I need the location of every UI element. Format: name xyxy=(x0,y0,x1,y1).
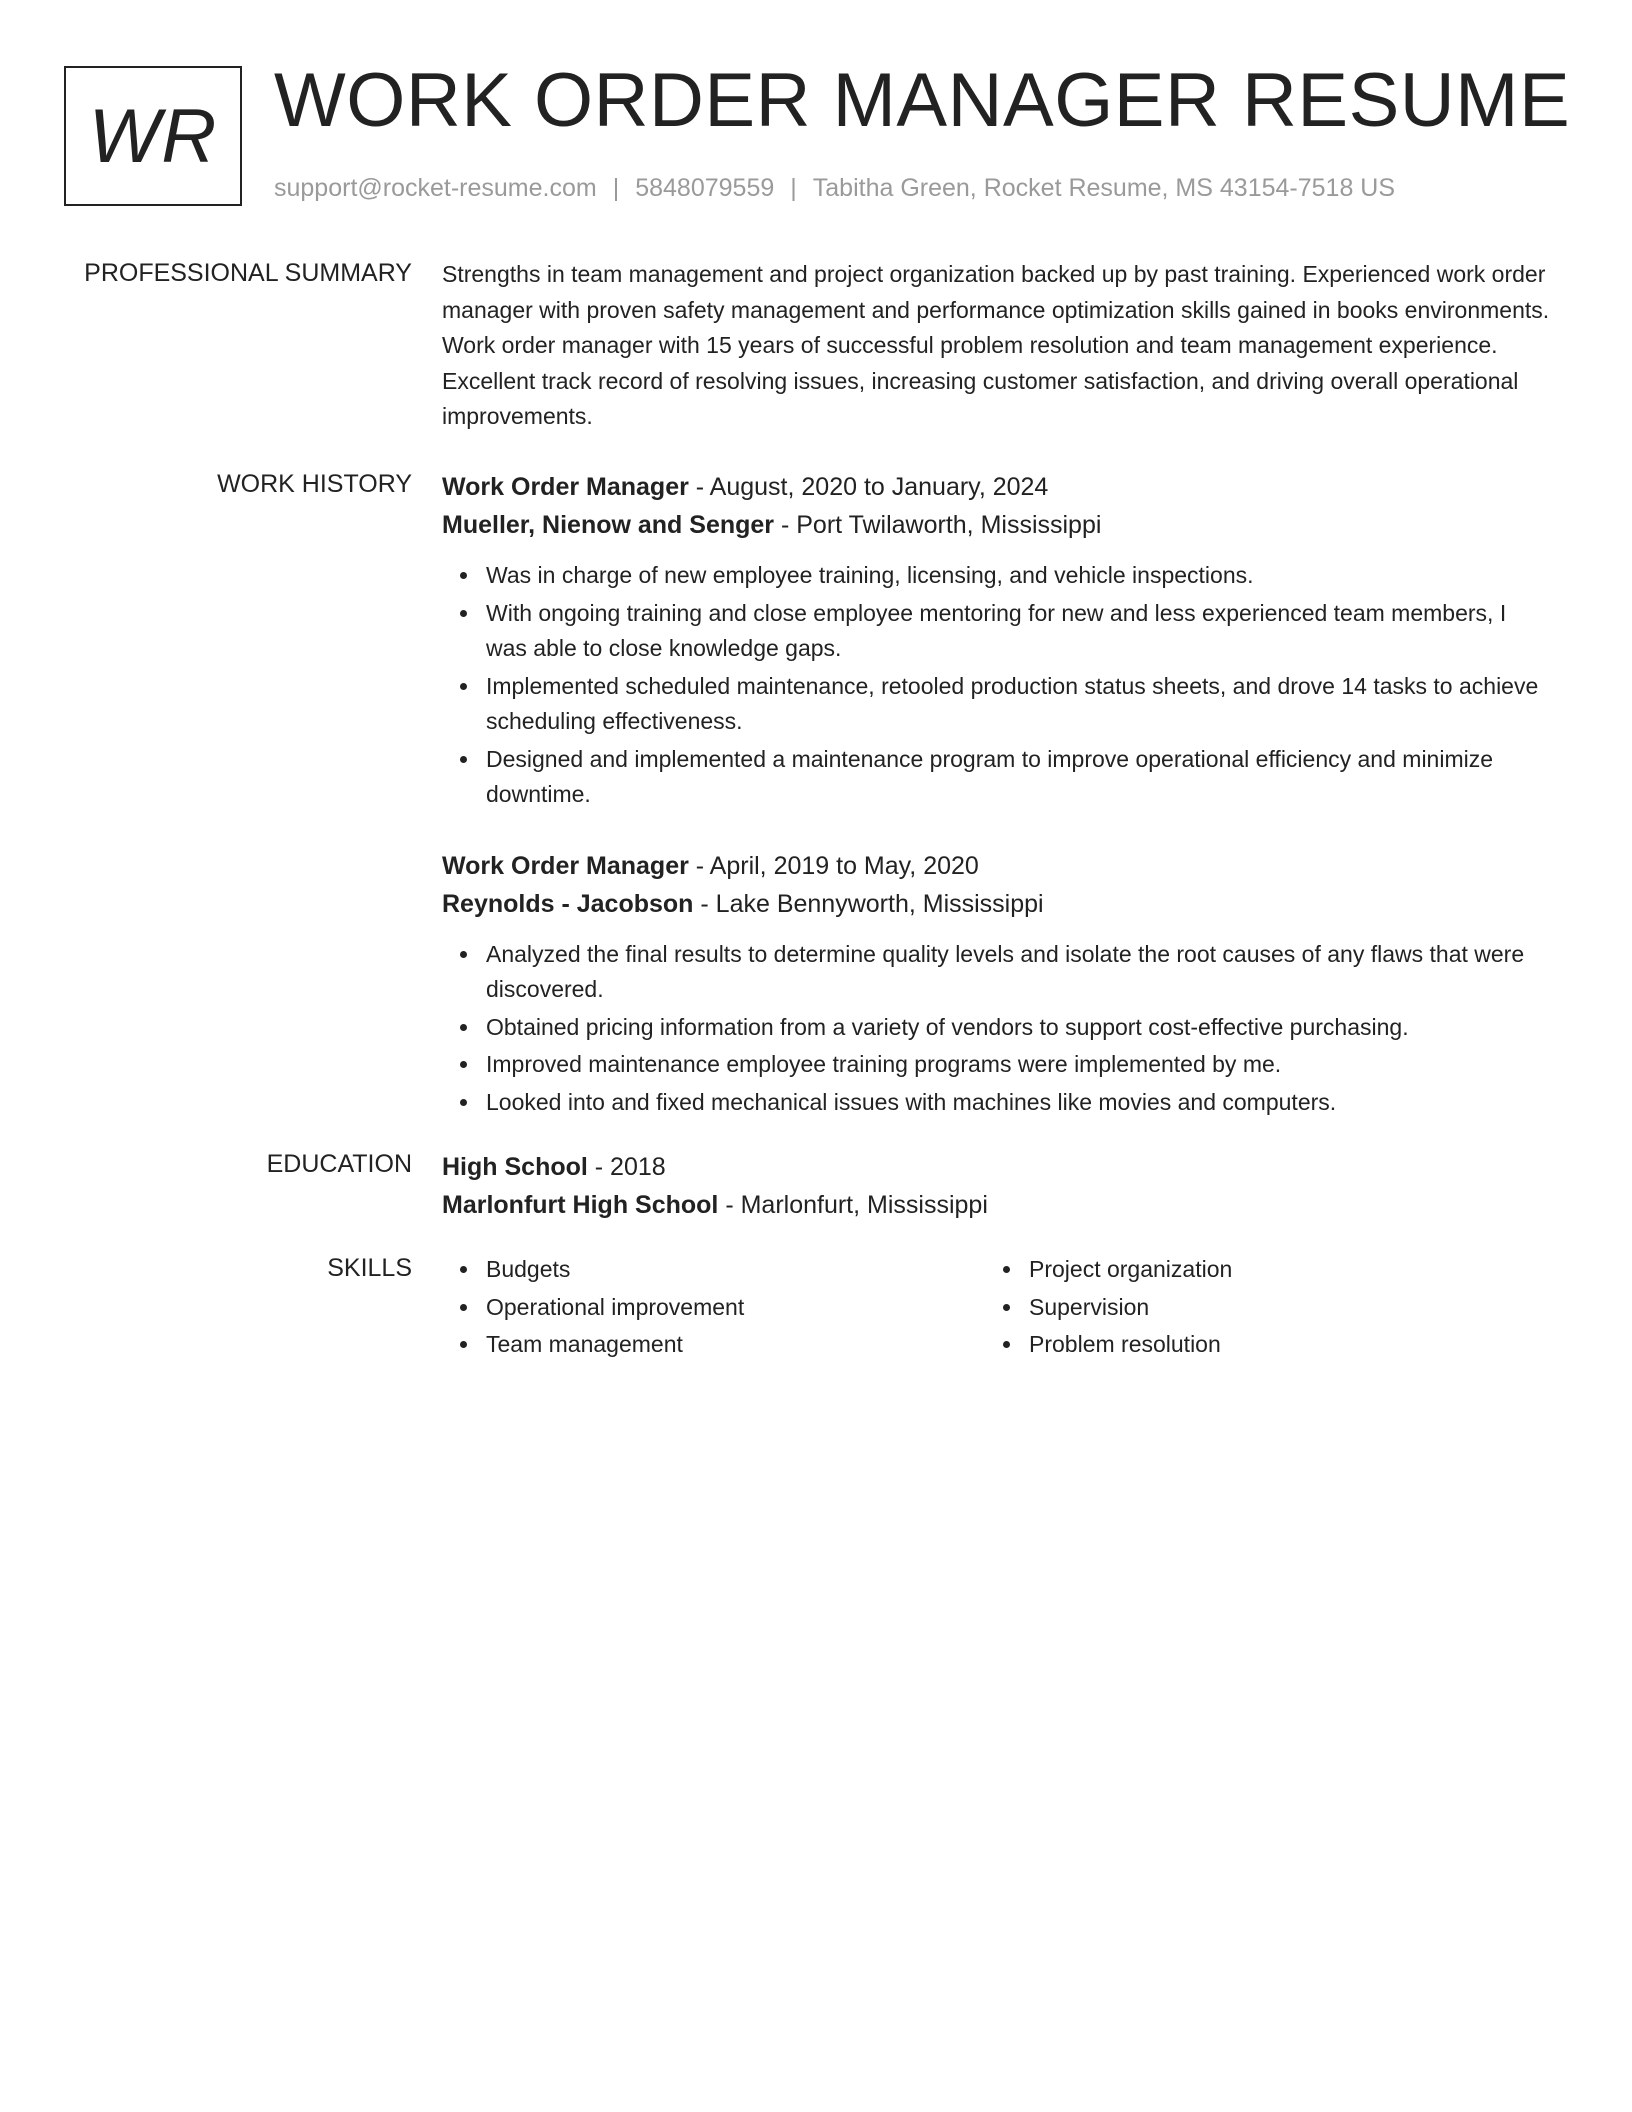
job-entry xyxy=(442,847,1552,1121)
section-heading: WORK HISTORY xyxy=(217,470,412,498)
skills-grid xyxy=(442,1252,1552,1365)
contact-line xyxy=(274,172,1395,204)
job-entry xyxy=(442,468,1552,813)
skills-column xyxy=(985,1252,1528,1365)
contact-separator: | xyxy=(790,174,797,202)
education-location: - Marlonfurt, Mississippi xyxy=(718,1191,988,1219)
job-title-line xyxy=(442,847,1552,885)
list-item: Looked into and fixed mechanical issues with machines like movies and computers. xyxy=(486,1085,1552,1121)
job-location: - Lake Bennyworth, Mississippi xyxy=(693,889,1044,918)
job-bullets xyxy=(442,937,1552,1121)
job-company-line xyxy=(442,885,1552,923)
list-item: Improved maintenance employee training programs were implemented by me. xyxy=(486,1047,1552,1083)
job-title: Work Order Manager xyxy=(442,851,689,880)
list-item: With ongoing training and close employee mentoring for new and less experienced team members, I was able to close knowledge gaps. xyxy=(486,596,1552,667)
section-heading: SKILLS xyxy=(327,1254,412,1282)
skill-item: Budgets xyxy=(486,1252,985,1288)
section-heading: EDUCATION xyxy=(266,1150,412,1178)
list-item: Was in charge of new employee training, licensing, and vehicle inspections. xyxy=(486,558,1552,594)
education-school: Marlonfurt High School xyxy=(442,1191,719,1219)
skill-item: Operational improvement xyxy=(486,1290,985,1326)
education-school-line xyxy=(442,1186,1552,1224)
list-item: Analyzed the final results to determine quality levels and isolate the root causes of any flaws that were discovered. xyxy=(486,937,1552,1008)
skill-item: Supervision xyxy=(1029,1290,1528,1326)
job-company: Mueller, Nienow and Senger xyxy=(442,511,775,539)
summary-text: Strengths in team management and project organization backed up by past training. Experienced work order manager with proven safety management and performance optimization skills gained in books environments. Work order manager with 15 years of successful problem resolution and team management experience. Excellent track record of resolving issues, increasing customer satisfaction, and driving overall operational improvements. xyxy=(442,261,1550,429)
job-title-line xyxy=(442,468,1552,506)
skill-item: Team management xyxy=(486,1327,985,1363)
job-dates: - August, 2020 to January, 2024 xyxy=(688,473,1049,501)
contact-separator: | xyxy=(612,174,620,202)
section-body xyxy=(442,257,1552,435)
contact-phone[interactable]: 5848079559 xyxy=(635,174,775,202)
list-item: Obtained pricing information from a variety of vendors to support cost-effective purchasing. xyxy=(486,1010,1552,1046)
education-year: - 2018 xyxy=(587,1153,666,1181)
education-degree-line xyxy=(442,1148,1552,1186)
section-body xyxy=(442,1252,1552,1365)
job-dates: - April, 2019 to May, 2020 xyxy=(688,851,979,880)
skill-item: Problem resolution xyxy=(1029,1327,1528,1363)
contact-address: Tabitha Green, Rocket Resume, MS 43154-7518 US xyxy=(812,174,1396,202)
contact-email[interactable]: support@rocket-resume.com xyxy=(274,174,597,202)
education-degree: High School xyxy=(442,1153,588,1181)
job-company: Reynolds - Jacobson xyxy=(442,889,694,918)
job-company-line xyxy=(442,506,1552,544)
section-heading: PROFESSIONAL SUMMARY xyxy=(84,259,412,287)
skills-column xyxy=(442,1252,985,1365)
job-title: Work Order Manager xyxy=(442,473,689,501)
list-item: Implemented scheduled maintenance, retooled production status sheets, and drove 14 tasks to achieve scheduling effectiveness. xyxy=(486,669,1552,740)
section-body xyxy=(442,1148,1552,1224)
skill-item: Project organization xyxy=(1029,1252,1528,1288)
section-body xyxy=(442,468,1552,1154)
job-location: - Port Twilaworth, Mississippi xyxy=(774,511,1102,539)
job-bullets xyxy=(442,558,1552,813)
list-item: Designed and implemented a maintenance program to improve operational efficiency and minimize downtime. xyxy=(486,742,1552,813)
resume-title: WORK ORDER MANAGER RESUME xyxy=(274,58,1571,143)
monogram-logo: WR xyxy=(64,66,242,206)
